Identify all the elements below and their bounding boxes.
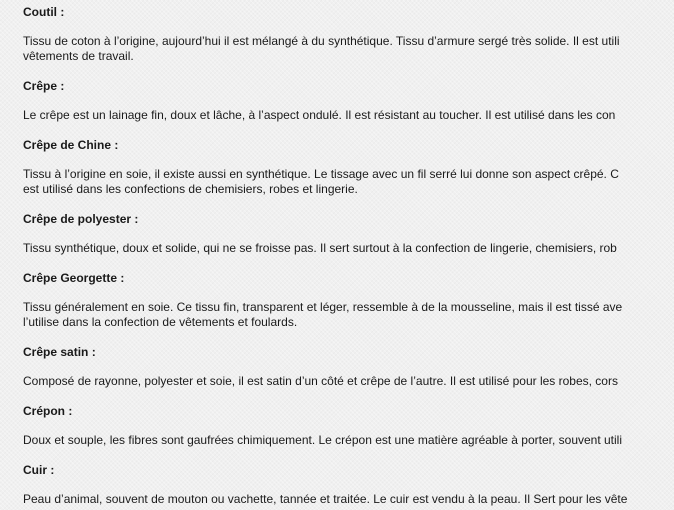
entry-term: Crépon : xyxy=(23,404,73,418)
entry-term: Crêpe de Chine : xyxy=(23,138,119,152)
entry-definition: Doux et souple, les fibres sont gaufrées chimiquement. Le crépon est une matière agréable à porter, souvent utili xyxy=(23,433,623,447)
glossary-entry-coutil xyxy=(23,5,674,63)
entry-definition: Composé de rayonne, polyester et soie, il est satin d’un côté et crêpe de l’autre. Il est utilisé pour les robes, cors xyxy=(23,374,618,388)
entry-term: Coutil : xyxy=(23,5,65,19)
glossary-entry-crepe-satin xyxy=(23,345,674,388)
entry-term: Crêpe Georgette : xyxy=(23,271,125,285)
entry-term: Crêpe : xyxy=(23,79,65,93)
entry-definition: Tissu de coton à l’origine, aujourd’hui il est mélangé à du synthétique. Tissu d’armure sergé très solide. Il est utili vêtements de travail. xyxy=(23,34,620,63)
entry-definition: Le crêpe est un lainage fin, doux et lâche, à l’aspect ondulé. Il est résistant au toucher. Il est utilisé dans les con xyxy=(23,108,616,122)
entry-definition: Tissu généralement en soie. Ce tissu fin, transparent et léger, ressemble à de la mousseline, mais il est tissé ave l’utilise dans la confection de vêtements et foulards. xyxy=(23,300,623,329)
glossary-entry-crepon xyxy=(23,404,674,447)
entry-definition: Tissu synthétique, doux et solide, qui ne se froisse pas. Il sert surtout à la confection de lingerie, chemisiers, rob xyxy=(23,241,617,255)
entry-term: Cuir : xyxy=(23,463,55,477)
glossary-entry-cuir xyxy=(23,463,674,506)
glossary-entry-crepe-georgette xyxy=(23,271,674,329)
entry-definition: Tissu à l’origine en soie, il existe aussi en synthétique. Le tissage avec un fil serré lui donne son aspect crêpé. C est utilisé dans les confections de chemisiers, robes et lingerie. xyxy=(23,167,619,196)
glossary-entry-crepe-de-chine xyxy=(23,138,674,196)
glossary-entry-crepe-de-polyester xyxy=(23,212,674,255)
entry-term: Crêpe de polyester : xyxy=(23,212,139,226)
glossary-entry-crepe xyxy=(23,79,674,122)
entry-term: Crêpe satin : xyxy=(23,345,96,359)
entry-definition: Peau d’animal, souvent de mouton ou vachette, tannée et traitée. Le cuir est vendu à la peau. Il Sert pour les vête xyxy=(23,492,628,506)
